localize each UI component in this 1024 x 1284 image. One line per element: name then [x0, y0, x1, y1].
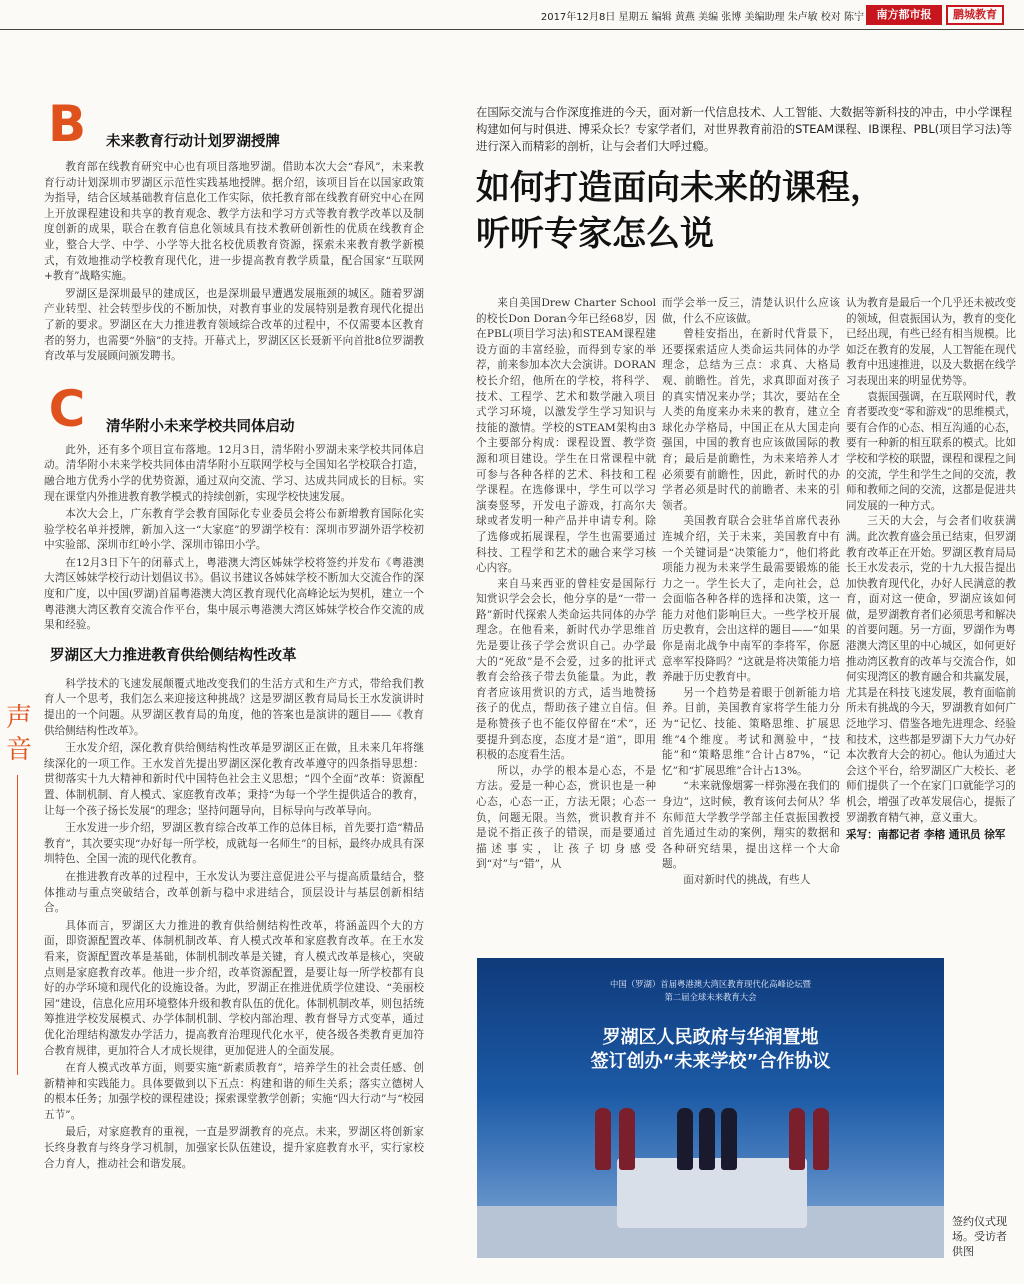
feature-column-2 — [662, 296, 840, 889]
feature-headline — [476, 165, 1016, 257]
official-figure — [721, 1108, 737, 1170]
voice-paragraph: 王水发进一步介绍，罗湖区教育综合改革工作的总体目标，首先要打造“精品教育”，其次要实现“办好每一所学校，成就每一名师生”的目标，最终办成具有深圳特色、全国一流的现代化教育。 — [44, 822, 424, 866]
byline: 采写：南都记者 李榕 通讯员 徐军 — [846, 829, 1006, 842]
hostess-figure — [595, 1108, 611, 1170]
column-paragraph: 三天的大会，与会者们收获满满。此次教育盛会虽已结束，但罗湖教育改革正在开始。罗湖区教育局局长王水发表示，党的十九大报告提出加快教育现代化，办好人民满意的教育，面对这一使命，罗湖应该如何做，是罗湖教育者们必须思考和解决的首要问题。另一方面，罗湖作为粤港澳大湾区里的中心城区，如何更好推动湾区教育的改革与交流合作，如何实现湾区的教育融合和共赢发展，尤其是在科技飞速发展，教育面临前所未有挑战的今天，罗湖教育如何广泛地学习、借鉴各地先进理念、经验和技术，这些都是罗湖下大力气办好本次教育大会的初心。他认为通过大会这个平台，给罗湖区广大校长、老师们提供了一个在家门口就能学习的机会，增强了改革发展信心，提振了罗湖教育精气神，意义重大。 — [846, 515, 1016, 824]
headline-line-2: 听听专家怎么说 — [476, 214, 714, 254]
hostess-figure — [789, 1108, 805, 1170]
feature-column-1 — [476, 296, 656, 873]
feature-intro: 在国际交流与合作深度推进的今天，面对新一代信息技术、人工智能、大数据等新科技的冲击，中小学课程构建如何与时俱进、博采众长？专家学者们，对世界教育前沿的STEAM课程、IB课程、PBL(项目学习法)等进行深入而精彩的剖析，让与会者们大呼过瘾。 — [476, 105, 1012, 153]
banner-line-2: 签订创办“未来学校”合作协议 — [590, 1051, 831, 1072]
section-b-paragraph: 教育部在线教育研究中心也有项目落地罗湖。借助本次大会“春风”，未来教育行动计划深圳市罗湖区示范性实践基地授牌。据介绍，该项目旨在以国家政策为指导，结合区域基础教育信息化工作实际，依托教育部在线教育研究中心在网上开放课程建设和共享的教育观念、教学方法和学习方式等教育教学改革以及制度创新的成果，联合在教育信息化领域具有技术教研创新性的优质在线教育企业，整合大学、中学、小学等大批名校优质教育资源，探索未来教育教学新模式，有效地推动学校教育现代化，进一步提高教育教学质量，配合国家“互联网+教育”战略实施。 — [44, 161, 424, 283]
hostess-figure — [813, 1108, 829, 1170]
section-b-title: 未来教育行动计划罗湖授牌 — [106, 134, 280, 150]
column-paragraph: 美国教育联合会驻华首席代表孙连城介绍，关于未来，美国教育中有一个关键词是“决策能力”，他们将此项能力视为未来学生最需要锻炼的能力之一。学生长大了，走向社会，总会面临各种各样的选择和决策，这一能力对他们影响巨大。一些学校开展历史教育，会出这样的题目——“如果你是南北战争中南军的李将军，你愿意率军投降吗？”这就是将决策能力培养融于历史教育中。 — [662, 515, 840, 684]
section-c-paragraph: 在12月3日下午的闭幕式上，粤港澳大湾区姊妹学校将签约并发布《粤港澳大湾区姊妹学校行动计划倡议书》。倡议书建议各姊妹学校不断加大交流合作的深度和广度，以中国(罗湖)首届粤港澳大湾区教育现代化高峰论坛为契机，建立一个粤港澳大湾区教育交流合作平台，集中展示粤港澳大湾区姊妹学校合作交流的成果和经验。 — [44, 556, 424, 632]
event-title-line-1: 中国（罗湖）首届粤港澳大湾区教育现代化高峰论坛暨 — [610, 979, 811, 989]
voice-paragraph: 在推进教育改革的过程中，王水发认为要注意促进公平与提高质量结合，整体推动与重点突破结合，改革创新与稳中求进结合，顶层设计与基层创新相结合。 — [44, 870, 424, 915]
section-tag: 鹏城教育 — [946, 5, 1004, 25]
voice-paragraph: 在育人模式改革方面，则要实施“新素质教育”，培养学生的社会责任感、创新精神和实践能力。具体要做到以下五点：构建和谐的师生关系；落实立德树人的根本任务；加强学校的课程建设；探索课堂教学创新；实施“四大行动”与“校园五节”。 — [44, 1062, 424, 1121]
column-paragraph: 认为教育是最后一个几乎还未被改变的领域，但袁振国认为，教育的变化已经出现，有些已经有相当规模。比如泛在教育的发展，人工智能在现代教育中迅速推进，以及大数据在线学习表现出来的明显优势等。 — [846, 297, 1016, 387]
section-c-paragraph: 此外，还有多个项目宣布落地。12月3日，清华附小罗湖未来学校共同体启动。清华附小未来学校共同体由清华附小互联网学校与全国知名学校联合打造，融合地方优秀小学的优势资源，通过双向交流、学习、达成共同成长的目标。实现在课堂内外推进教育教学模式的持续创新，实现学校快速发展。 — [44, 443, 424, 503]
section-c-paragraph: 本次大会上，广东教育学会教育国际化专业委员会将公布新增教育国际化实验学校名单并授牌，新加入这一“大家庭”的罗湖学校有：深圳市罗湖外语学校初中实验部、深圳市红岭小学、深圳市锦田小学。 — [44, 508, 424, 552]
section-b-letter: B — [47, 95, 87, 153]
photo-caption: 签约仪式现场。受访者供图 — [952, 1215, 1007, 1258]
newspaper-logo: 南方都市报 — [866, 5, 942, 25]
voice-divider — [17, 775, 18, 1075]
voice-section-title: 罗湖区大力推进教育供给侧结构性改革 — [50, 647, 297, 664]
voice-paragraph: 王水发介绍，深化教育供给侧结构性改革是罗湖区正在做，且未来几年将继续深化的一项工作。王水发首先提出罗湖区深化教育改革遵守的四条指导思想：贯彻落实十九大精神和新时代中国特色社会主义思想；“四个全面”改革：资源配置、体制机制、育人模式、家庭教育改革；秉持“为每一个学生提供适合的教育，让每一个孩子扬长发展”的理念；坚持问题导向，目标导向与改革导向。 — [44, 742, 424, 817]
banner-line-1: 罗湖区人民政府与华润置地 — [602, 1027, 819, 1048]
column-paragraph: 另一个趋势是着眼于创新能力培养。目前，美国教育家将学生能力分为“记忆、技能、策略思维、扩展思维”4个维度。考试和测验中，“技能”和“策略思维”合计占87%，“记忆”和“扩展思维”合计占13%。 — [662, 686, 840, 777]
page-header — [0, 0, 1024, 30]
section-c-title: 清华附小未来学校共同体启动 — [106, 418, 295, 435]
signing-ceremony-photo — [477, 958, 944, 1258]
column-paragraph: 来自美国Drew Charter School的校长Don Doran今年已经68岁，因在PBL(项目学习法)和STEAM课程建设方面的丰富经验，而得到专家的举荐，前来参加本次大会演讲。DORAN校长介绍，他所在的学校，将科学、技术、工程学、艺术和数学融入项目式学习环境，以激发学生学习知识与技能的激情。学校的STEAM架构由3个主要部分构成：课程设置、教学资源和项目建设。学生在日常课程中就可参与各种各样的艺术、科技和工程学课程。在选修课中，学生可以学习演奏竖琴，开发电子游戏，打高尔夫球或者发明一种产品并申请专利。除了选修或拓展课程，学生也需要通过科技、工程学和艺术的融合来学习核心内容。 — [476, 297, 656, 575]
feature-column-3 — [846, 296, 1016, 844]
voice-paragraph: 最后，对家庭教育的重视，一直是罗湖教育的亮点。未来，罗湖区将创新家长终身教育与终身学习机制，加强家长队伍建设，提升家庭教育水平，实行家校合力育人，推动社会和谐发展。 — [44, 1126, 424, 1170]
voice-paragraph: 科学技术的飞速发展颠覆式地改变我们的生活方式和生产方式，带给我们教育人一个思考，我们怎么来迎接这种挑战？这是罗湖区教育局局长王水发演讲时提出的一个问题。从罗湖区教育局的角度，他的答案也是演讲的题目——《教育供给侧结构性改革》。 — [44, 677, 424, 737]
column-paragraph: 袁振国强调，在互联网时代，教育者要改变“零和游戏”的思维模式，要有合作的心态、相互沟通的心态，要有一种新的相互联系的模式。比如学校和学校的联盟，课程和课程之间的交流，学生和学生之间的交流，教师和教师之间的交流，这都是促进共同发展的一种方式。 — [846, 390, 1016, 512]
column-paragraph: 曾桂安指出，在新时代背景下，还要探索适应人类命运共同体的办学理念，总结为三点：求真、大格局观、前瞻性。首先，求真即面对孩子的真实情况来办学；其次，要站在全人类的角度来办未来的教育，建立全球化办学格局，中国正在从大国走向强国，中国的教育也应该做国际的教育；最后是前瞻性，为未来培养人才必须要有前瞻性，因此，新时代的办学者必须是时代的前瞻者、未来的引领者。 — [662, 328, 840, 512]
section-c-letter: C — [48, 379, 86, 438]
official-figure — [677, 1108, 693, 1170]
official-figure — [699, 1108, 715, 1170]
column-paragraph: 面对新时代的挑战，有些人 — [683, 873, 811, 886]
voice-label: 声音 — [5, 703, 32, 765]
column-paragraph: “未来就像烟雾一样弥漫在我们的身边”，这时候，教育该何去何从？华东师范大学教学学部主任袁振国教授首先通过生动的案例，翔实的数据和各种研究结果，提出这样一个大命题。 — [662, 780, 840, 871]
event-title-line-2: 第二届全球未来教育大会 — [664, 992, 757, 1002]
left-column — [44, 95, 424, 1174]
column-paragraph: 所以，办学的根本是心态，不是方法。爱是一种心态，赏识也是一种心态，心态一正，方法无限；心态一负，问题无限。当然，赏识教育并不是说不指正孩子的错误，而是要通过描述事实，让孩子切身感受到“对”与“错”，从 — [476, 764, 656, 871]
stage-banner — [477, 1026, 944, 1074]
hostess-figure — [619, 1108, 635, 1170]
section-c-header — [44, 379, 424, 439]
section-b-paragraph: 罗湖区是深圳最早的建成区，也是深圳最早遭遇发展瓶颈的城区。随着罗湖产业转型、社会转型步伐的不断加快，对教育事业的发展特别是教育现代化提出了新的要求。罗湖区在大力推进教育领域综合改革的过程中，不仅需要本区教育者的努力，也需要“外脑”的支持。开幕式上，罗湖区区长聂新平向首批8位罗湖教育改革与发展顾问颁发聘书。 — [44, 287, 424, 363]
headline-line-1: 如何打造面向未来的课程， — [476, 168, 884, 208]
event-title — [477, 978, 944, 1004]
column-paragraph: 来自马来西亚的曾桂安是国际行知赏识学会会长，他分享的是“一带一路”新时代探索人类命运共同体的办学理念。在他看来，新时代办学思维首先是要让孩子学会赏识自己。办学最大的“死敌”是不会爱，过多的批评式教育会给孩子带去负能量。为此，教育者应该用赏识的方式，适当地赞扬孩子的优点，帮助孩子建立自信。但是称赞孩子也不能仅停留在“术”，还要提升到态度，态度才是“道”，即用积极的态度看生活。 — [476, 577, 656, 762]
voice-paragraph: 具体而言，罗湖区大力推进的教育供给侧结构性改革，将涵盖四个大的方面，即资源配置改革、体制机制改革、育人模式改革和家庭教育改革。在王水发看来，资源配置改革是基础，体制机制改革是关键，育人模式改革是核心，突破点则是家庭教育改革。他进一步介绍，改革资源配置，是要让每一所学校都有良好的办学环境和现代化的设施设备。为此，罗湖正在推进优质学位建设、“美丽校园”建设，信息化应用环境整体升级和教育队伍的优化。体制机制改革，则包括统筹推进学校发展模式、办学体制机制、学校内部治理、教育督导方式变革，通过优化治理结构激发办学活力，提高教育治理现代化水平，使各级各类教育更加符合教育规律，更加符合人才成长规律，更加促进人的全面发展。 — [44, 919, 424, 1057]
column-paragraph: 而学会举一反三，清楚认识什么应该做，什么不应该做。 — [662, 297, 840, 325]
header-info: 2017年12月8日 星期五 编辑 黄燕 美编 张博 美编助理 朱卢敏 校对 陈宁 — [540, 12, 864, 23]
section-b-header — [44, 95, 424, 154]
